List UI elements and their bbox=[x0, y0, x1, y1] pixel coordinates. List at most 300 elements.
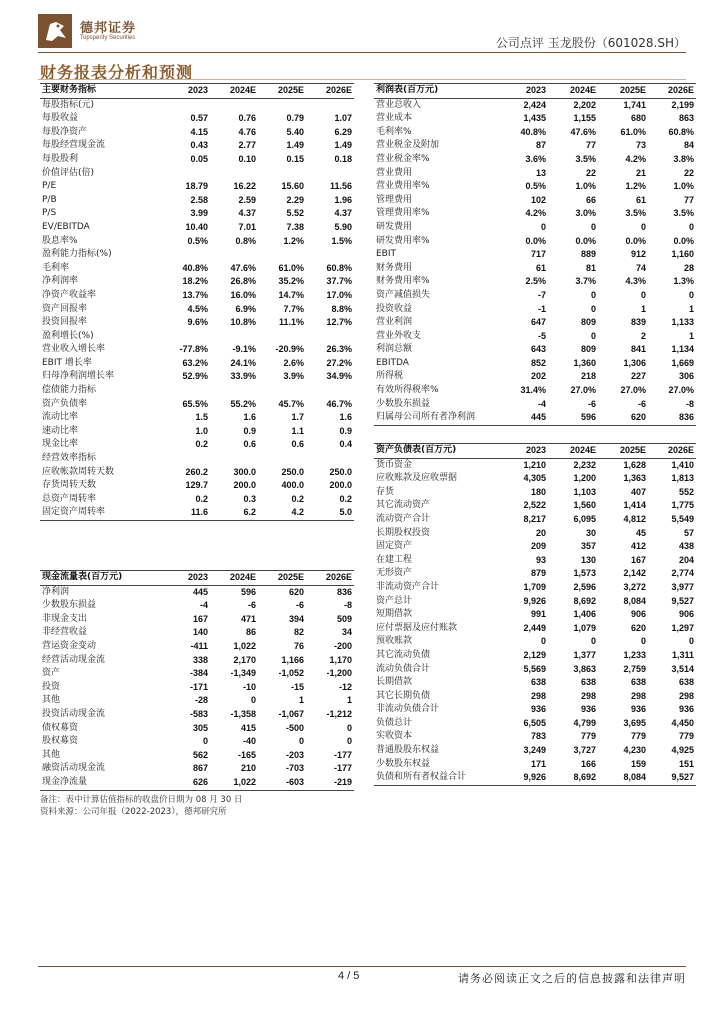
cell-value: 3,863 bbox=[573, 663, 596, 674]
cell-value: 9.6% bbox=[187, 317, 208, 328]
cell-value: 4.3% bbox=[625, 276, 646, 287]
row-label: 投资收益 bbox=[376, 303, 413, 314]
cell-value: 209 bbox=[530, 541, 546, 552]
cell-value: -7 bbox=[537, 289, 546, 300]
cell-value: 0 bbox=[202, 736, 208, 747]
row-label: 在建工程 bbox=[376, 554, 413, 565]
table-row bbox=[374, 635, 696, 649]
cell-value: -1,052 bbox=[278, 668, 304, 679]
cell-value: 0.0% bbox=[625, 235, 646, 246]
row-label: 固定资产周转率 bbox=[42, 507, 106, 518]
table-row bbox=[40, 626, 354, 640]
table-row bbox=[374, 730, 696, 744]
cell-value: 2.59 bbox=[238, 194, 256, 205]
table-row bbox=[374, 540, 696, 554]
cell-value: 4,450 bbox=[671, 717, 694, 728]
cell-value: 1 bbox=[688, 303, 694, 314]
cell-value: 509 bbox=[336, 613, 352, 624]
cell-value: 1.5 bbox=[195, 412, 208, 423]
cell-value: 647 bbox=[530, 317, 546, 328]
cell-value: 65.5% bbox=[182, 398, 208, 409]
row-label: 股息率% bbox=[42, 235, 78, 246]
brand-name-cn: 德邦证券 bbox=[80, 21, 137, 36]
table-row bbox=[374, 180, 696, 194]
table-row bbox=[40, 466, 354, 480]
cell-value: 2,232 bbox=[573, 459, 596, 470]
cell-value: 30 bbox=[585, 527, 596, 538]
cell-value: 2.77 bbox=[238, 140, 256, 151]
table-row bbox=[40, 585, 354, 599]
cell-value: -583 bbox=[189, 708, 208, 719]
cell-value: 35.2% bbox=[278, 276, 304, 287]
cell-value: 400.0 bbox=[281, 480, 304, 491]
row-label: 负债总计 bbox=[376, 717, 413, 728]
cell-value: 1 bbox=[640, 303, 646, 314]
cell-value: 26.3% bbox=[326, 344, 352, 355]
cell-value: -1,067 bbox=[278, 708, 304, 719]
table-row bbox=[40, 613, 354, 627]
table-title: 资产负债表(百万元) bbox=[376, 445, 457, 455]
cell-value: 596 bbox=[240, 586, 256, 597]
cell-value: -6 bbox=[587, 398, 596, 409]
cell-value bbox=[210, 98, 258, 112]
cell-value: 3,977 bbox=[671, 581, 694, 592]
cell-value: 5,569 bbox=[523, 663, 546, 674]
cell-value: 0.2 bbox=[339, 493, 352, 504]
cell-value: 3.6% bbox=[525, 153, 546, 164]
cell-value: 412 bbox=[630, 541, 646, 552]
cell-value: 809 bbox=[580, 317, 596, 328]
column-header: 2024E bbox=[229, 572, 256, 582]
row-label: 资产回报率 bbox=[42, 303, 88, 314]
cell-value: 1.6 bbox=[339, 412, 352, 423]
cell-value: 867 bbox=[192, 763, 208, 774]
cell-value: 167 bbox=[192, 613, 208, 624]
cell-value: 0.05 bbox=[190, 153, 208, 164]
cell-value: 4.2 bbox=[291, 507, 304, 518]
cell-value: 4.37 bbox=[334, 208, 352, 219]
cell-value: 16.22 bbox=[233, 181, 256, 192]
cell-value: 180 bbox=[530, 486, 546, 497]
table-row bbox=[40, 438, 354, 452]
cell-value: 7.01 bbox=[238, 221, 256, 232]
cell-value: 0 bbox=[688, 221, 694, 232]
cell-value: 210 bbox=[240, 763, 256, 774]
table-row bbox=[374, 744, 696, 758]
cell-value: 0.2 bbox=[291, 493, 304, 504]
cell-value bbox=[258, 452, 306, 466]
cell-value: 1,200 bbox=[573, 473, 596, 484]
cell-value: -1,212 bbox=[326, 708, 352, 719]
table-row bbox=[374, 758, 696, 772]
cell-value: 218 bbox=[580, 371, 596, 382]
table-row bbox=[40, 599, 354, 613]
cell-value: -703 bbox=[285, 763, 304, 774]
cell-value: 8,217 bbox=[523, 513, 546, 524]
cell-value: 1,297 bbox=[671, 622, 694, 633]
cell-value: 171 bbox=[530, 758, 546, 769]
cell-value: 1,360 bbox=[573, 357, 596, 368]
cell-value: 1,210 bbox=[523, 459, 546, 470]
row-label: 每股净资产 bbox=[42, 126, 88, 137]
table-row bbox=[40, 425, 354, 439]
row-label: 股权募资 bbox=[42, 736, 79, 747]
header-divider bbox=[38, 52, 686, 53]
cell-value: 936 bbox=[580, 704, 596, 715]
cell-value: 3.9% bbox=[283, 371, 304, 382]
cell-value: 84 bbox=[683, 140, 694, 151]
table-row bbox=[40, 411, 354, 425]
cell-value: 93 bbox=[535, 554, 546, 565]
cell-value: -6 bbox=[637, 398, 646, 409]
cell-value: -77.8% bbox=[179, 344, 208, 355]
cell-value: 298 bbox=[678, 690, 694, 701]
cell-value bbox=[306, 98, 354, 112]
cell-value: 1.7 bbox=[291, 412, 304, 423]
row-label: 经营活动现金流 bbox=[42, 654, 106, 665]
table-header-row bbox=[374, 84, 696, 99]
cell-value: 27.0% bbox=[668, 385, 694, 396]
cell-value: 9,527 bbox=[671, 772, 694, 783]
cell-value: 250.0 bbox=[329, 466, 352, 477]
cell-value bbox=[258, 248, 306, 262]
brand-logo bbox=[38, 14, 158, 48]
table-row bbox=[374, 343, 696, 357]
table-row bbox=[374, 248, 696, 262]
cell-value: 0 bbox=[590, 221, 596, 232]
cell-value: 0.79 bbox=[286, 113, 304, 124]
cell-value: 5.0 bbox=[339, 507, 352, 518]
row-label: 固定资产 bbox=[376, 541, 413, 552]
row-label: 非流动负债合计 bbox=[376, 704, 440, 715]
cell-value: 643 bbox=[530, 344, 546, 355]
row-label: 管理费用 bbox=[376, 194, 413, 205]
cell-value: 779 bbox=[580, 731, 596, 742]
row-label: 每股股利 bbox=[42, 153, 79, 164]
row-label: 少数股东损益 bbox=[376, 398, 431, 409]
row-label: 净利润 bbox=[42, 586, 70, 597]
cell-value: 0.2 bbox=[195, 439, 208, 450]
cell-value: 1,079 bbox=[573, 622, 596, 633]
row-label: 资产 bbox=[42, 668, 61, 679]
row-label: 非现金支出 bbox=[42, 613, 88, 624]
cell-value: 0 bbox=[590, 636, 596, 647]
cell-value: 129.7 bbox=[185, 480, 208, 491]
table-row bbox=[40, 316, 354, 330]
cell-value: 12.7% bbox=[326, 317, 352, 328]
row-label: 营业税金率% bbox=[376, 153, 430, 164]
cell-value: 0.3 bbox=[243, 493, 256, 504]
cell-value: -1,358 bbox=[230, 708, 256, 719]
cell-value: 0.6 bbox=[243, 439, 256, 450]
cell-value: -177 bbox=[333, 763, 352, 774]
row-label: 投资活动现金流 bbox=[42, 708, 106, 719]
row-label: 管理费用率% bbox=[376, 208, 430, 219]
table-row bbox=[374, 289, 696, 303]
cell-value: 0 bbox=[540, 636, 546, 647]
row-label: 经营效率指标 bbox=[42, 453, 97, 464]
cell-value: 0 bbox=[590, 289, 596, 300]
cell-value: 61.0% bbox=[620, 126, 646, 137]
cell-value: -8 bbox=[343, 600, 352, 611]
column-header: 2023 bbox=[187, 572, 208, 582]
cell-value: 1,741 bbox=[623, 99, 646, 110]
table-row bbox=[40, 506, 354, 520]
cell-value: 9,926 bbox=[523, 772, 546, 783]
cell-value: 4.2% bbox=[525, 208, 546, 219]
row-label: 流动负债合计 bbox=[376, 663, 431, 674]
table-row bbox=[374, 527, 696, 541]
cell-value: -219 bbox=[333, 776, 352, 787]
table-row bbox=[374, 357, 696, 371]
cell-value: 63.2% bbox=[182, 357, 208, 368]
row-label: 短期借款 bbox=[376, 609, 413, 620]
table-header-row bbox=[374, 444, 696, 459]
cell-value: 1,134 bbox=[671, 344, 694, 355]
cell-value: 8.8% bbox=[331, 303, 352, 314]
cell-value: 4.15 bbox=[190, 126, 208, 137]
cell-value: 680 bbox=[630, 113, 646, 124]
cell-value: 22 bbox=[585, 167, 596, 178]
cell-value: 407 bbox=[630, 486, 646, 497]
cell-value: 415 bbox=[240, 722, 256, 733]
cell-value: 357 bbox=[580, 541, 596, 552]
table-row bbox=[374, 595, 696, 609]
row-label: 货币资金 bbox=[376, 459, 413, 470]
table-row bbox=[40, 479, 354, 493]
cell-value: 55.2% bbox=[230, 398, 256, 409]
cell-value: 445 bbox=[530, 412, 546, 423]
cell-value: 2.5% bbox=[525, 276, 546, 287]
table-row bbox=[374, 207, 696, 221]
table-title: 现金流量表(百万元) bbox=[42, 572, 123, 582]
table-row bbox=[374, 316, 696, 330]
column-header: 2024E bbox=[229, 85, 256, 95]
row-label: 营业收入增长率 bbox=[42, 344, 106, 355]
cell-value: 0.6 bbox=[291, 439, 304, 450]
table-row bbox=[40, 221, 354, 235]
cell-value: 202 bbox=[530, 371, 546, 382]
cell-value: -165 bbox=[237, 749, 256, 760]
row-label: 营业成本 bbox=[376, 113, 413, 124]
cell-value: 3,695 bbox=[623, 717, 646, 728]
cell-value bbox=[162, 452, 210, 466]
row-label: 现金比率 bbox=[42, 439, 79, 450]
cell-value: 1,170 bbox=[329, 654, 352, 665]
cell-value: 57 bbox=[683, 527, 694, 538]
table-row bbox=[40, 194, 354, 208]
cell-value: 6.9% bbox=[235, 303, 256, 314]
table-row bbox=[40, 654, 354, 668]
cell-value: 0.0% bbox=[525, 235, 546, 246]
cell-value: -15 bbox=[290, 681, 304, 692]
cell-value: 4.5% bbox=[187, 303, 208, 314]
cell-value: 2,596 bbox=[573, 581, 596, 592]
cell-value: 638 bbox=[630, 677, 646, 688]
cell-value: 8,692 bbox=[573, 595, 596, 606]
brand-name-en: Topsperity Securities bbox=[80, 35, 136, 41]
cell-value: 338 bbox=[192, 654, 208, 665]
table-row bbox=[374, 649, 696, 663]
cell-value: 2.29 bbox=[286, 194, 304, 205]
row-label: 债权募资 bbox=[42, 722, 79, 733]
table-row bbox=[40, 207, 354, 221]
cell-value: 305 bbox=[192, 722, 208, 733]
cell-value bbox=[162, 248, 210, 262]
cell-value: 3,727 bbox=[573, 745, 596, 756]
cell-value: 27.0% bbox=[620, 385, 646, 396]
cell-value: 841 bbox=[630, 344, 646, 355]
cell-value: 1 bbox=[346, 695, 352, 706]
table-row bbox=[374, 235, 696, 249]
row-label: 非流动资产合计 bbox=[376, 581, 440, 592]
row-label: 所得税 bbox=[376, 371, 404, 382]
cell-value: 60.8% bbox=[668, 126, 694, 137]
cell-value: 0.15 bbox=[286, 153, 304, 164]
row-label: P/S bbox=[42, 208, 57, 219]
cell-value: 0.9 bbox=[243, 425, 256, 436]
table-row bbox=[40, 708, 354, 722]
cell-value: 638 bbox=[678, 677, 694, 688]
cell-value: 809 bbox=[580, 344, 596, 355]
cell-value: 4,812 bbox=[623, 513, 646, 524]
cell-value: 102 bbox=[530, 194, 546, 205]
table-row bbox=[374, 486, 696, 500]
table-row bbox=[40, 776, 354, 790]
cell-value: -603 bbox=[285, 776, 304, 787]
cell-value: 0.18 bbox=[334, 153, 352, 164]
cell-value: -411 bbox=[190, 640, 208, 651]
row-label: 流动比率 bbox=[42, 412, 79, 423]
cell-value: 0 bbox=[640, 636, 646, 647]
cell-value: 1,560 bbox=[573, 500, 596, 511]
cell-value: 1,709 bbox=[523, 581, 546, 592]
row-label: 其它流动资产 bbox=[376, 500, 431, 511]
cell-value: 2,774 bbox=[671, 568, 694, 579]
cell-value: 0.10 bbox=[238, 153, 256, 164]
cell-value: 1.6 bbox=[243, 412, 256, 423]
table-row bbox=[40, 722, 354, 736]
table-row bbox=[40, 289, 354, 303]
cell-value: 0 bbox=[540, 221, 546, 232]
table-row bbox=[374, 139, 696, 153]
table-row bbox=[40, 735, 354, 749]
row-label: 少数股东损益 bbox=[42, 600, 97, 611]
cell-value: 0.4 bbox=[339, 439, 352, 450]
cell-value: 0.2 bbox=[195, 493, 208, 504]
row-label: 总资产周转率 bbox=[42, 493, 97, 504]
table-row bbox=[40, 452, 354, 466]
cell-value: 20 bbox=[535, 527, 546, 538]
column-header: 2023 bbox=[525, 445, 546, 455]
row-label: 盈利能力指标(%) bbox=[42, 249, 112, 260]
cell-value: 0 bbox=[346, 722, 352, 733]
table-row bbox=[40, 749, 354, 763]
column-header: 2024E bbox=[569, 85, 596, 95]
cell-value bbox=[162, 330, 210, 344]
row-label: 无形资产 bbox=[376, 568, 413, 579]
row-label: P/B bbox=[42, 194, 57, 205]
cell-value: 40.8% bbox=[182, 262, 208, 273]
cell-value: 2,449 bbox=[523, 622, 546, 633]
cell-value: -28 bbox=[194, 695, 208, 706]
cell-value: 0.0% bbox=[673, 235, 694, 246]
cell-value: 47.6% bbox=[570, 126, 596, 137]
cell-value bbox=[210, 167, 258, 181]
table-row bbox=[374, 398, 696, 412]
cell-value: 3,249 bbox=[523, 745, 546, 756]
cell-value: 298 bbox=[630, 690, 646, 701]
cell-value: 15.60 bbox=[281, 181, 304, 192]
table-row bbox=[40, 98, 354, 112]
cell-value: 1.2% bbox=[625, 181, 646, 192]
cell-value: 28 bbox=[683, 262, 694, 273]
table-row bbox=[40, 275, 354, 289]
cell-value: 6,505 bbox=[523, 717, 546, 728]
cell-value: 779 bbox=[678, 731, 694, 742]
cell-value: 1,155 bbox=[573, 113, 596, 124]
table-title: 利润表(百万元) bbox=[376, 85, 439, 95]
table-row bbox=[40, 762, 354, 776]
cell-value: 863 bbox=[678, 113, 694, 124]
cell-value: 77 bbox=[585, 140, 596, 151]
cell-value: 596 bbox=[580, 412, 596, 423]
source-line: 资料来源：公司年报（2022-2023），德邦研究所 bbox=[40, 807, 227, 817]
cell-value: 0 bbox=[346, 736, 352, 747]
cell-value: 2.6% bbox=[283, 357, 304, 368]
row-label: 长期借款 bbox=[376, 677, 413, 688]
cell-value: 1.2% bbox=[283, 235, 304, 246]
cell-value: 4.37 bbox=[238, 208, 256, 219]
cell-value: 779 bbox=[630, 731, 646, 742]
cell-value bbox=[306, 330, 354, 344]
row-label: 融资活动现金流 bbox=[42, 763, 106, 774]
cell-value: 0.5% bbox=[525, 181, 546, 192]
cell-value: 1,628 bbox=[623, 459, 646, 470]
cell-value: 227 bbox=[630, 371, 646, 382]
cell-value: 445 bbox=[192, 586, 208, 597]
cell-value: 86 bbox=[245, 627, 256, 638]
cell-value: 1,669 bbox=[671, 357, 694, 368]
cell-value: -171 bbox=[189, 681, 208, 692]
cell-value: 1 bbox=[298, 695, 304, 706]
cell-value: 16.0% bbox=[230, 289, 256, 300]
cell-value: -200 bbox=[333, 640, 352, 651]
cell-value: 8,692 bbox=[573, 772, 596, 783]
cell-value: 783 bbox=[530, 731, 546, 742]
cell-value: -10 bbox=[242, 681, 256, 692]
cell-value: 3.5% bbox=[625, 208, 646, 219]
cell-value: 10.8% bbox=[230, 317, 256, 328]
cell-value: 0.76 bbox=[238, 113, 256, 124]
cell-value: 37.7% bbox=[326, 276, 352, 287]
table-row bbox=[40, 139, 354, 153]
table-row bbox=[374, 275, 696, 289]
cell-value: 130 bbox=[580, 554, 596, 565]
cell-value: 836 bbox=[678, 412, 694, 423]
row-label: 投资 bbox=[42, 681, 61, 692]
cell-value: -20.9% bbox=[275, 344, 304, 355]
cell-value: 6.29 bbox=[334, 126, 352, 137]
cell-value: 8,084 bbox=[623, 772, 646, 783]
table-row bbox=[374, 98, 696, 112]
column-header: 2026E bbox=[325, 572, 352, 582]
row-label: EV/EBITDA bbox=[42, 221, 90, 232]
cell-value: 46.7% bbox=[326, 398, 352, 409]
cell-value: -9.1% bbox=[232, 344, 256, 355]
cell-value: 2,129 bbox=[523, 649, 546, 660]
cell-value: -6 bbox=[247, 600, 256, 611]
